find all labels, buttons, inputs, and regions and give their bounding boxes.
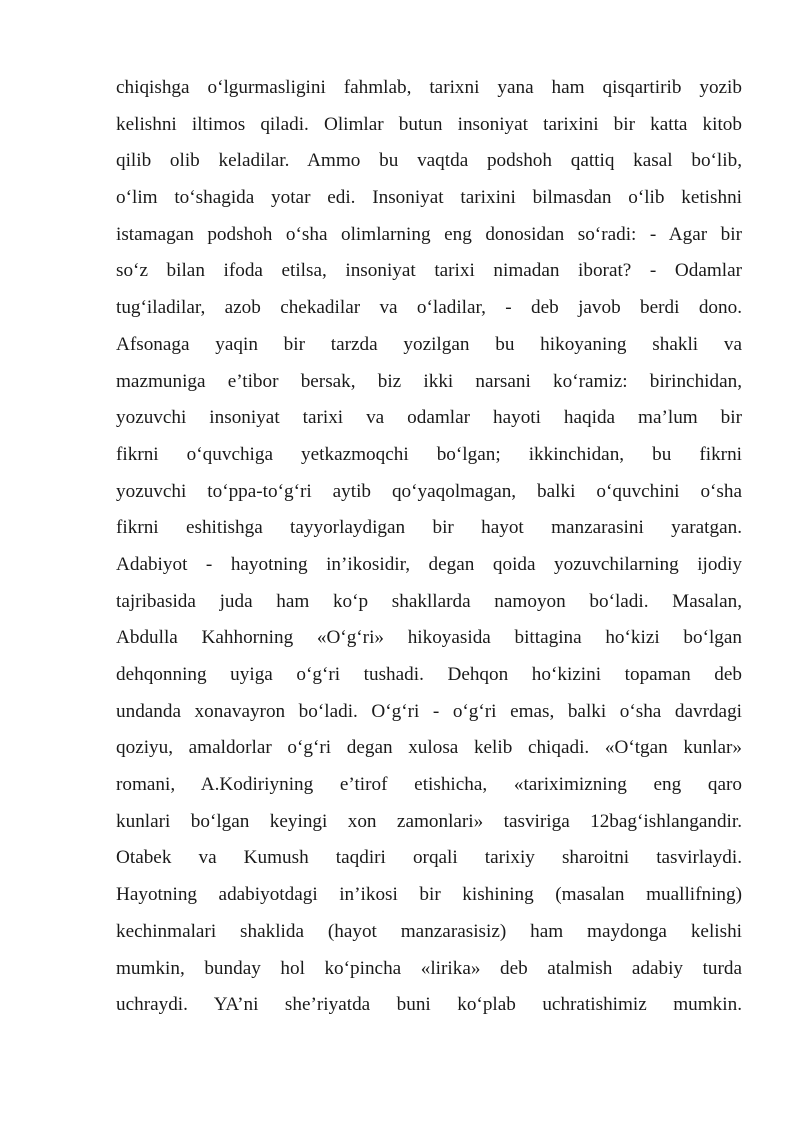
- text-line-2: kelishni iltimos qiladi. Olimlar butun insoniyat tarixini bir katta kitob: [116, 113, 742, 135]
- text-line-5: istamagan podshoh o‘sha olimlarning eng donosidan so‘radi: - Agar bir: [116, 223, 742, 245]
- text-line-20: romani, A.Kodiriyning e’tirof etishicha, «tariximizning eng qaro: [116, 774, 742, 796]
- text-line-10: yozuvchi insoniyat tarixi va odamlar hayoti haqida ma’lum bir: [116, 407, 742, 429]
- text-line-16: Abdulla Kahhorning «O‘g‘ri» hikoyasida bittagina ho‘kizi bo‘lgan: [116, 627, 742, 649]
- text-line-25: mumkin, bunday hol ko‘pincha «lirika» deb atalmish adabiy turda: [116, 957, 742, 979]
- body-text: [116, 70, 742, 1024]
- text-line-4: o‘lim to‘shagida yotar edi. Insoniyat tarixini bilmasdan o‘lib ketishni: [116, 187, 742, 209]
- text-line-23: Hayotning adabiyotdagi in’ikosi bir kishining (masalan muallifning): [116, 884, 742, 906]
- text-line-1: chiqishga o‘lgurmasligini fahmlab, tarixni yana ham qisqartirib yozib: [116, 77, 742, 98]
- text-line-22: Otabek va Kumush taqdiri orqali tarixiy sharoitni tasvirlaydi.: [116, 847, 742, 869]
- text-line-15: tajribasida juda ham ko‘p shakllarda namoyon bo‘ladi. Masalan,: [116, 590, 742, 612]
- text-line-12: yozuvchi to‘ppa-to‘g‘ri aytib qo‘yaqolmagan, balki o‘quvchini o‘sha: [116, 480, 742, 502]
- text-line-24: kechinmalari shaklida (hayot manzarasisiz) ham maydonga kelishi: [116, 920, 742, 942]
- text-line-21: kunlari bo‘lgan keyingi xon zamonlari» tasviriga 12bag‘ishlangandir.: [116, 810, 742, 832]
- text-line-8: Afsonaga yaqin bir tarzda yozilgan bu hikoyaning shakli va: [116, 333, 742, 355]
- text-line-7: tug‘iladilar, azob chekadilar va o‘ladilar, - deb javob berdi dono.: [116, 297, 742, 319]
- text-line-11: fikrni o‘quvchiga yetkazmoqchi bo‘lgan; ikkinchidan, bu fikrni: [116, 443, 742, 465]
- text-line-14: Adabiyot - hayotning in’ikosidir, degan qoida yozuvchilarning ijodiy: [116, 553, 742, 575]
- text-line-13: fikrni eshitishga tayyorlaydigan bir hayot manzarasini yaratgan.: [116, 517, 742, 539]
- text-line-9: mazmuniga e’tibor bersak, biz ikki narsani ko‘ramiz: birinchidan,: [116, 370, 742, 392]
- text-line-26: uchraydi. YA’ni she’riyatda buni ko‘plab uchratishimiz mumkin.: [116, 994, 742, 1016]
- text-line-6: so‘z bilan ifoda etilsa, insoniyat tarixi nimadan iborat? - Odamlar: [116, 260, 742, 282]
- text-line-17: dehqonning uyiga o‘g‘ri tushadi. Dehqon ho‘kizini topaman deb: [116, 664, 742, 685]
- text-line-3: qilib olib keladilar. Ammo bu vaqtda podshoh qattiq kasal bo‘lib,: [116, 150, 742, 172]
- text-line-19: qoziyu, amaldorlar o‘g‘ri degan xulosa kelib chiqadi. «O‘tgan kunlar»: [116, 737, 742, 759]
- text-line-18: undanda xonavayron bo‘ladi. O‘g‘ri - o‘g‘ri emas, balki o‘sha davrdagi: [116, 700, 742, 722]
